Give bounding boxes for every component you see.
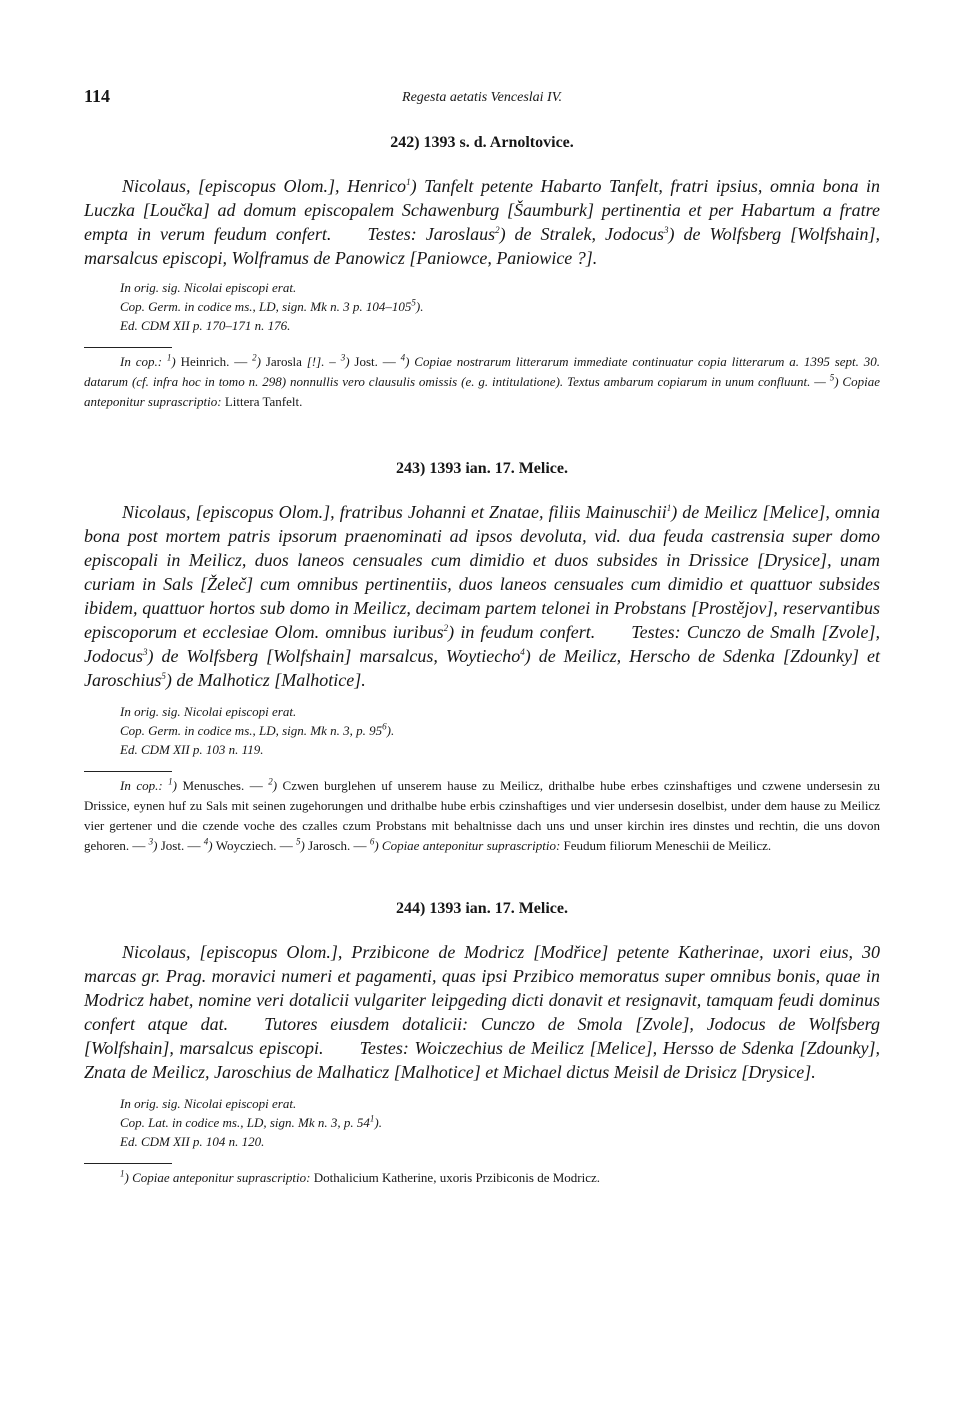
footnote-text: ) [300, 838, 309, 853]
source-info [120, 278, 880, 335]
footnote-text: ) [208, 838, 216, 853]
footnotes [84, 776, 880, 856]
footnote-text: In cop.: [120, 354, 167, 369]
entry-heading: 242) 1393 s. d. Arnoltovice. [390, 134, 574, 151]
footnote-marker: 1 [168, 776, 173, 787]
footnote-text: Feudum filiorum Meneschii de Meilicz. [563, 838, 772, 853]
footnote-marker: 2 [268, 776, 273, 787]
footnote-text: Heinrich. — [180, 354, 253, 369]
entry-243 [84, 460, 880, 856]
entry-text: Nicolaus, [episcopus Olom.], fratribus Johanni et Znatae, filiis Mainuschii$^1$) de Meilicz [Melice], omnia bona post mortem patris ipsorum praenominati ad ipsos devoluta, vid. dua feuda castrensia super domo episcopali in Meilicz, duos laneos censuales cum dimidio et duos subsides in Drissice [Drysice], unam curiam in Sals [Želeč] cum omnibus pertinentiis, duos laneos censuales cum dimidio et quattuor subsides ibidem, quattuor hortos sub domo in Meilicz, decimam partem telonei in Probstans [Prostějov], reservantibus episcoporum et ecclesiae Olom. omnibus iuribus$^2$) in feudum confert. Testes: Cunczo de Smalh [Zvole], Jodocus$^3$) de Wolfsberg [Wolfshain] marsalcus, Woytiecho$^4$) de Meilicz, Herscho de Sdenka [Zdounky] et Jaroschius$^5$) de Malhoticz [Malhotice]. [84, 502, 881, 690]
footnote-rule [84, 1163, 172, 1164]
meta-line: Cop. Germ. in codice ms., LD, sign. Mk n. 3, p. $95^6$). [120, 721, 395, 738]
footnote-marker: 5 [829, 372, 835, 383]
footnote-text: Dothalicium Katherine, uxoris Przibiconis de Modricz. [313, 1170, 601, 1185]
meta-line: Ed. CDM XII p. 103 n. 119. [120, 742, 264, 757]
page-number: 114 [84, 86, 111, 106]
meta-line: Cop. Germ. in codice ms., LD, sign. Mk n. 3 p. $104-105^5$). [120, 297, 424, 314]
entry-heading: 244) 1393 ian. 17. Melice. [396, 900, 568, 917]
entry-heading: 243) 1393 ian. 17. Melice. [396, 460, 568, 477]
source-info [120, 702, 880, 759]
footnote-text: Woycziech. — [215, 838, 296, 853]
footnote-text: ) [171, 354, 181, 369]
entry-242 [84, 134, 880, 412]
footnote-text: Littera Tanfelt. [224, 394, 303, 409]
footnote-text: Jarosch. — [308, 838, 370, 853]
source-info [120, 1094, 880, 1151]
footnote-text: [!]. – [306, 354, 341, 369]
footnote-marker: 4 [203, 836, 209, 847]
footnote-text: Jost. — [354, 354, 401, 369]
page-content [84, 86, 880, 1188]
footnote-text: ) [272, 778, 283, 793]
footnote-marker: 5 [295, 836, 301, 847]
footnote-marker: 6 [369, 836, 375, 847]
footnote-rule [84, 347, 172, 348]
meta-line: Ed. CDM XII p. 170–171 n. 176. [120, 318, 291, 333]
footnote-rule [84, 771, 172, 772]
meta-line: Cop. Lat. in codice ms., LD, sign. Mk n. 3, p. $54^1$). [120, 1113, 382, 1130]
footnote-text: ) Copiae nostrarum litterarum immediate continuatur copia litterarum a. 1395 sept. 30. datarum (cf. infra hoc in tomo n. 298) nonnullis vero clausulis omissis (e. g. intitulatione). Textus ambarum copiarum in unum confluunt. — [84, 354, 880, 389]
footnote-text: Jost. — [160, 838, 204, 853]
meta-line: In orig. sig. Nicolai episcopi erat. [120, 280, 297, 295]
entry-text: Nicolaus, [episcopus Olom.], Przibicone de Modricz [Modřice] petente Katherinae, uxori eius, 30 marcas gr. Prag. moravici numeri et pagamenti, quas ipsi Przibico memoratus super omnibus bonis, quae in Modricz habet, nomine veri dotalicii vulgariter leipgeding dicti donavit et resignavit, tamquam feudi dominus confert atque dat. Tutores eiusdem dotalicii: Cunczo de Smola [Zvole], Jodocus de Wolfsberg [Wolfshain], marsalcus episcopi. Testes: Woiczechius de Meilicz [Melice], Hersso de Sdenka [Zdounky], Znata de Meilicz, Jaroschius de Malhaticz [Malhotice] et Michael dictus Meisil de Drisicz [Drysice]. [84, 942, 880, 1082]
entry-text: Nicolaus, [episcopus Olom.], Henrico$^1$) Tanfelt petente Habarto Tanfelt, fratri ipsius, omnia bona in Luczka [Loučka] ad domum episcopalem Schawenburg [Šaumburk] pertinentia et per Habartum a fratre empta in verum feudum confert. Testes: Jaroslaus$^2$) de Stralek, Jodocus$^3$) de Wolfsberg [Wolfshain], marsalcus episcopi, Wolframus de Panowicz [Paniowce, Paniowice ?]. [84, 176, 880, 268]
footnote-text: ) Copiae anteponitur suprascriptio: [374, 838, 564, 853]
footnote-text: Czwen burglehen uf unserem hause zu Meilicz, drithalbe hube erbes czinshaftiges und czwene undersesin zu Drissice, eynen huf zu Sals mit seinen zugehorungen und drithalbe hube erbis czinshaftiges und vier undersesin doselbist, under dem hause zu Meilicz vier gertener und die czende voche des czalles czum Probstans mit behaltnisse dach uns und unser kirchin ires dinstes und rechtin, die uns dovon gehoren. — [84, 778, 880, 853]
footnote-marker: 3 [148, 836, 154, 847]
footnote-marker: 4 [400, 352, 406, 363]
meta-line: In orig. sig. Nicolai episcopi erat. [120, 704, 297, 719]
journal-title: Regesta aetatis Venceslai IV. [402, 90, 562, 105]
footnote-text: In cop.: [120, 778, 169, 793]
footnote-marker: 1 [120, 1168, 125, 1179]
footnote-marker: 1 [166, 352, 172, 363]
entry-244 [84, 900, 880, 1188]
footnote-text: Jarosla [265, 354, 307, 369]
footnote-text: ) [256, 354, 266, 369]
footnote-text: ) Copiae anteponitur suprascriptio: [124, 1170, 314, 1185]
footnotes [84, 352, 880, 412]
meta-line: In orig. sig. Nicolai episcopi erat. [120, 1096, 297, 1111]
footnote-marker: 3 [340, 352, 346, 363]
footnote-text: Menusches. — [182, 778, 269, 793]
footnote-text: ) [172, 778, 183, 793]
meta-line: Ed. CDM XII p. 104 n. 120. [120, 1134, 265, 1149]
footnotes [84, 1168, 880, 1188]
footnote-marker: 2 [252, 352, 257, 363]
running-head [84, 86, 880, 110]
footnote-text: ) [153, 838, 161, 853]
footnote-text: ) Copiae anteponitur suprascriptio: [84, 374, 880, 409]
footnote-text: ) [345, 354, 355, 369]
